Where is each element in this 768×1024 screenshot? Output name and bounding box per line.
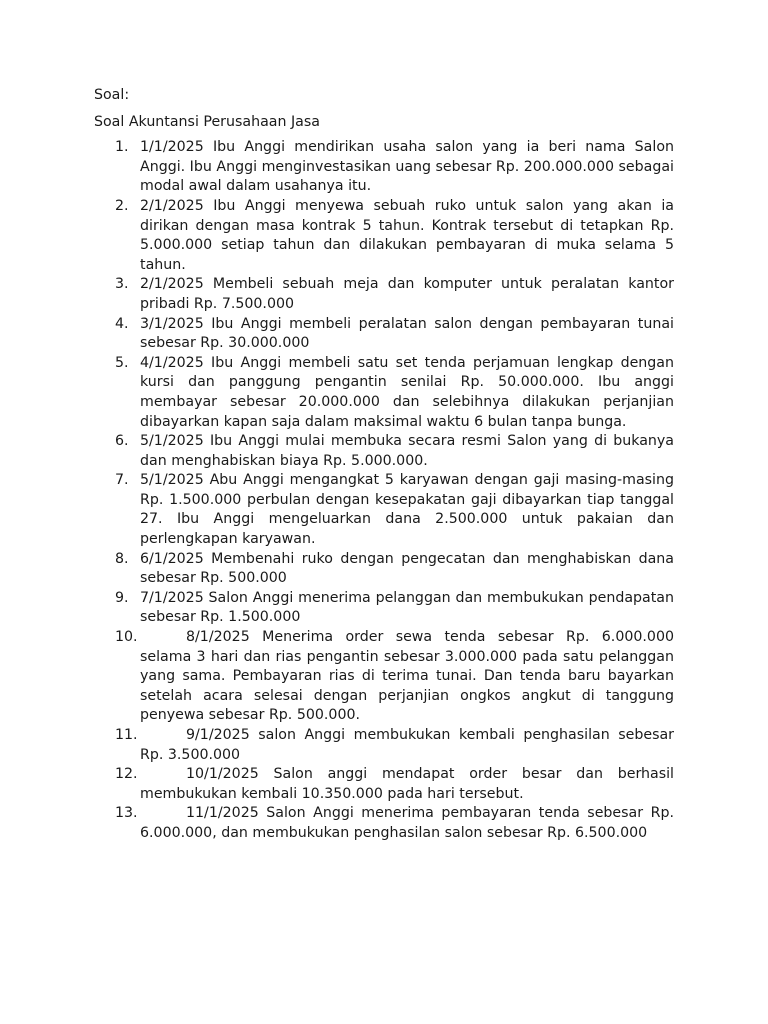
list-item [94, 275, 674, 314]
item-text: 5/1/2025 Ibu Anggi mulai membuka secara resmi Salon yang di bukanya dan menghabiskan biaya Rp. 5.000.000. [140, 433, 674, 469]
item-number: 3. [115, 276, 129, 293]
item-text: 1/1/2025 Ibu Anggi mendirikan usaha salon yang ia beri nama Salon Anggi. Ibu Anggi menginvestasikan uang sebesar Rp. 200.000.000 sebagai modal awal dalam usahanya itu. [140, 139, 674, 195]
item-text: 10/1/2025 Salon anggi mendapat order besar dan berhasil membukukan kembali 10.350.000 pada hari tersebut. [140, 766, 674, 802]
item-text: 3/1/2025 Ibu Anggi membeli peralatan salon dengan pembayaran tunai sebesar Rp. 30.000.000 [140, 315, 674, 352]
item-text: 5/1/2025 Abu Anggi mengangkat 5 karyawan dengan gaji masing-masing Rp. 1.500.000 perbulan dengan kesepakatan gaji dibayarkan tiap tanggal 27. Ibu Anggi mengeluarkan dana 2.500.000 untuk pakaian dan perlengkapan karyawan. [140, 472, 674, 548]
item-number: 13. [115, 805, 138, 822]
list-item [94, 550, 674, 589]
item-text: 4/1/2025 Ibu Anggi membeli satu set tenda perjamuan lengkap dengan kursi dan panggung pengantin senilai Rp. 50.000.000. Ibu anggi membayar sebesar 20.000.000 dan selebihnya dilakukan perjanjian dibayarkan kapan saja dalam maksimal waktu 6 bulan tanpa bunga. [140, 354, 674, 430]
item-text: 7/1/2025 Salon Anggi menerima pelanggan dan membukukan pendapatan sebesar Rp. 1.500.000 [140, 589, 674, 626]
item-number: 10. [115, 629, 138, 646]
list-item [94, 589, 674, 628]
list-item [94, 726, 674, 765]
item-number: 5. [115, 354, 129, 371]
list-item [94, 628, 674, 726]
soal-label: Soal: [94, 87, 130, 103]
item-text: 11/1/2025 Salon Anggi menerima pembayaran tenda sebesar Rp. 6.000.000, dan membukukan penghasilan salon sebesar Rp. 6.500.000 [140, 805, 674, 841]
item-number: 11. [115, 727, 138, 743]
list-item [94, 315, 674, 354]
item-number: 6. [115, 433, 129, 450]
item-number: 8. [115, 550, 129, 567]
item-text: 2/1/2025 Membeli sebuah meja dan komputer untuk peralatan kantor pribadi Rp. 7.500.000 [140, 276, 674, 312]
document-title: Soal Akuntansi Perusahaan Jasa [94, 113, 320, 130]
list-item [94, 804, 674, 843]
item-number: 12. [115, 766, 138, 783]
list-item [94, 765, 674, 804]
item-number: 1. [115, 139, 129, 156]
item-number: 4. [115, 315, 129, 332]
list-item [94, 432, 674, 471]
list-item [94, 197, 674, 275]
item-text: 9/1/2025 salon Anggi membukukan kembali penghasilan sebesar Rp. 3.500.000 [140, 727, 674, 763]
item-number: 2. [115, 197, 129, 214]
item-number: 7. [115, 472, 129, 489]
list-item [94, 138, 674, 197]
item-text: 6/1/2025 Membenahi ruko dengan pengecatan dan menghabiskan dana sebesar Rp. 500.000 [140, 550, 674, 587]
item-text: 8/1/2025 Menerima order sewa tenda sebesar Rp. 6.000.000 selama 3 hari dan rias pengantin sebesar 3.000.000 pada satu pelanggan yang sama. Pembayaran rias di terima tunai. Dan tenda baru bayarkan setelah acara selesai dengan perjanjian ongkos angkut di tanggung penyewa sebesar Rp. 500.000. [140, 629, 674, 724]
question-list [94, 138, 674, 843]
list-item [94, 354, 674, 432]
item-number: 9. [115, 589, 129, 606]
item-text: 2/1/2025 Ibu Anggi menyewa sebuah ruko untuk salon yang akan ia dirikan dengan masa kontrak 5 tahun. Kontrak tersebut di tetapkan Rp. 5.000.000 setiap tahun dan dilakukan pembayaran di muka selama 5 tahun. [140, 197, 674, 273]
list-item [94, 471, 674, 549]
